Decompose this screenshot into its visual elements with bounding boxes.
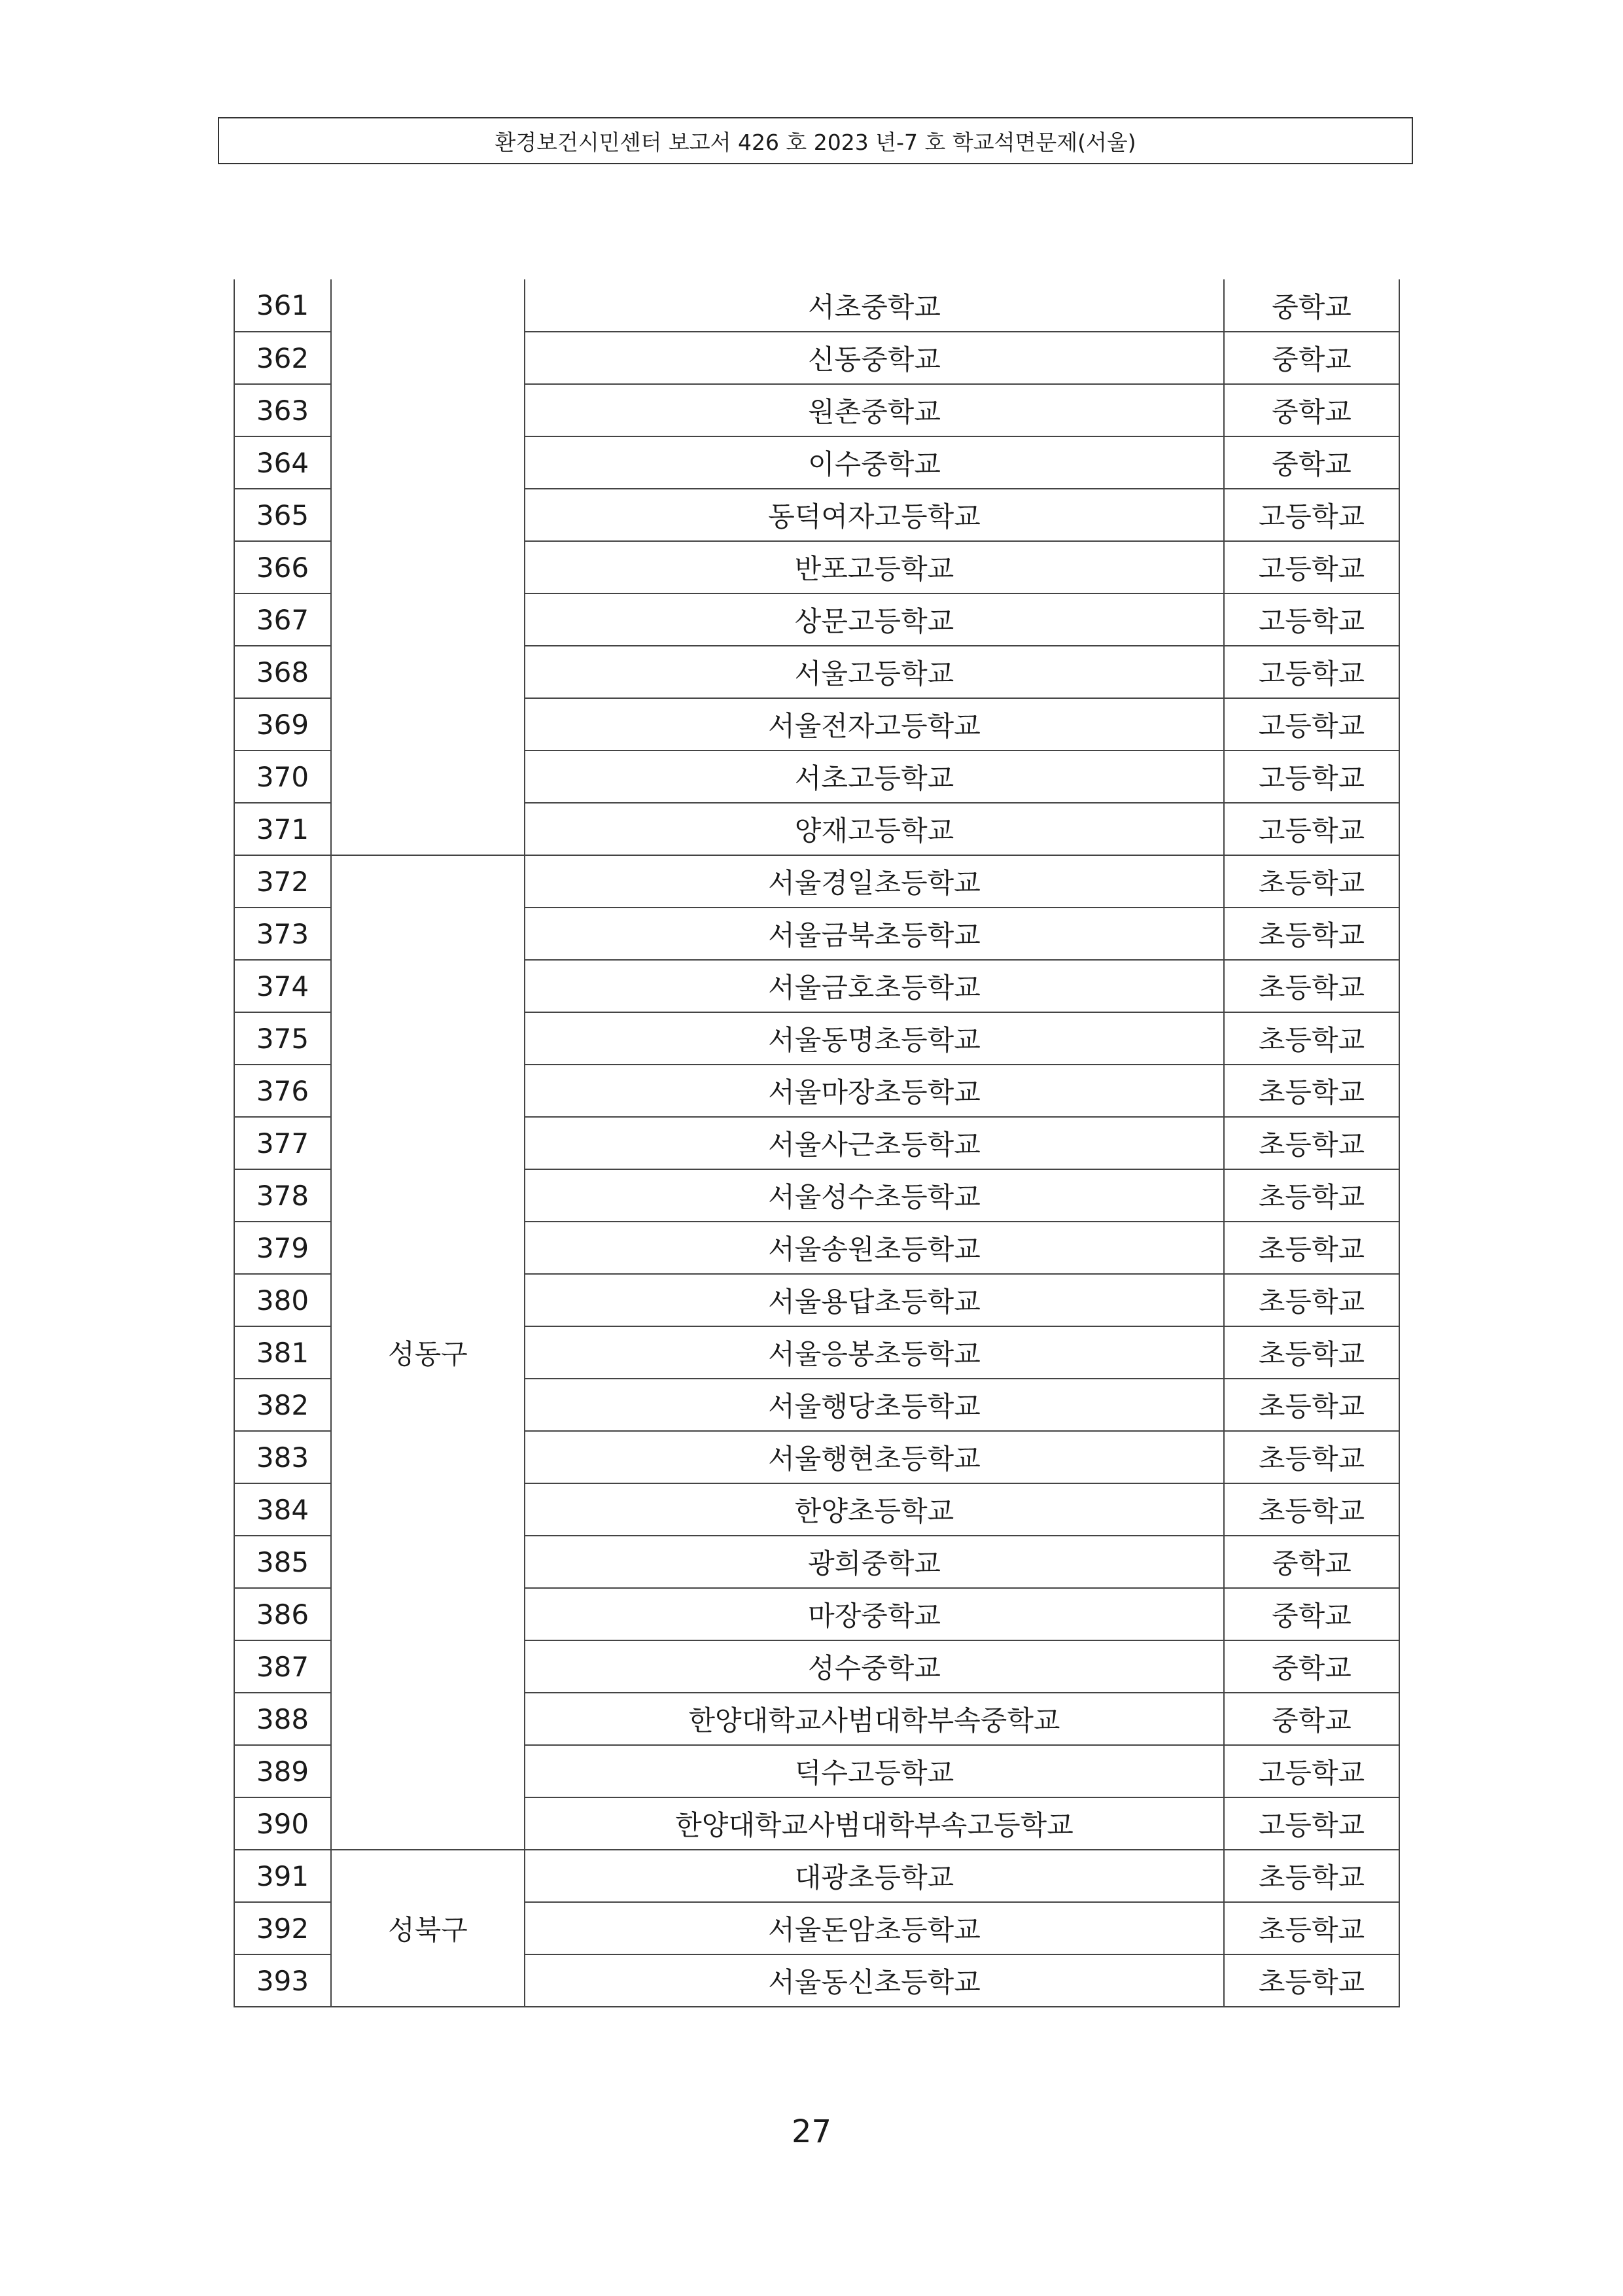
school-type-cell: 중학교 [1224,1640,1399,1693]
school-name-cell: 마장중학교 [525,1588,1224,1640]
row-number-cell: 379 [234,1222,331,1274]
school-name-cell: 서울전자고등학교 [525,698,1224,751]
school-name-cell: 이수중학교 [525,436,1224,489]
school-type-cell: 중학교 [1224,1536,1399,1588]
school-type-cell: 중학교 [1224,1693,1399,1745]
row-number-cell: 369 [234,698,331,751]
school-name-cell: 한양대학교사범대학부속중학교 [525,1693,1224,1745]
school-name-cell: 서울송원초등학교 [525,1222,1224,1274]
school-name-cell: 서울경일초등학교 [525,855,1224,908]
table-row [234,1850,1399,1902]
row-number-cell: 386 [234,1588,331,1640]
school-name-cell: 신동중학교 [525,332,1224,384]
school-name-cell: 서울금호초등학교 [525,960,1224,1012]
school-name-cell: 광희중학교 [525,1536,1224,1588]
school-type-cell: 중학교 [1224,384,1399,436]
row-number-cell: 370 [234,751,331,803]
row-number-cell: 384 [234,1483,331,1536]
school-type-cell: 고등학교 [1224,1797,1399,1850]
row-number-cell: 391 [234,1850,331,1902]
school-type-cell: 초등학교 [1224,1954,1399,2007]
school-name-cell: 대광초등학교 [525,1850,1224,1902]
row-number-cell: 390 [234,1797,331,1850]
row-number-cell: 368 [234,646,331,698]
school-name-cell: 서울응봉초등학교 [525,1326,1224,1379]
row-number-cell: 381 [234,1326,331,1379]
school-type-cell: 고등학교 [1224,803,1399,855]
school-type-cell: 고등학교 [1224,751,1399,803]
district-cell: 성동구 [331,855,525,1850]
row-number-cell: 376 [234,1065,331,1117]
row-number-cell: 362 [234,332,331,384]
school-type-cell: 중학교 [1224,1588,1399,1640]
school-name-cell: 양재고등학교 [525,803,1224,855]
school-name-cell: 서울고등학교 [525,646,1224,698]
row-number-cell: 377 [234,1117,331,1169]
row-number-cell: 371 [234,803,331,855]
school-type-cell: 고등학교 [1224,698,1399,751]
school-name-cell: 서울성수초등학교 [525,1169,1224,1222]
school-type-cell: 초등학교 [1224,1326,1399,1379]
school-type-cell: 고등학교 [1224,489,1399,541]
school-name-cell: 동덕여자고등학교 [525,489,1224,541]
school-table-body [234,279,1399,2007]
school-type-cell: 초등학교 [1224,1850,1399,1902]
school-name-cell: 서울금북초등학교 [525,908,1224,960]
school-name-cell: 서울용답초등학교 [525,1274,1224,1326]
school-type-cell: 중학교 [1224,332,1399,384]
school-type-cell: 고등학교 [1224,541,1399,593]
school-name-cell: 서초고등학교 [525,751,1224,803]
school-name-cell: 서울행현초등학교 [525,1431,1224,1483]
row-number-cell: 361 [234,279,331,332]
school-name-cell: 한양대학교사범대학부속고등학교 [525,1797,1224,1850]
school-name-cell: 서울돈암초등학교 [525,1902,1224,1954]
row-number-cell: 380 [234,1274,331,1326]
school-name-cell: 상문고등학교 [525,593,1224,646]
school-type-cell: 초등학교 [1224,960,1399,1012]
school-type-cell: 초등학교 [1224,1222,1399,1274]
school-type-cell: 초등학교 [1224,855,1399,908]
row-number-cell: 383 [234,1431,331,1483]
row-number-cell: 382 [234,1379,331,1431]
row-number-cell: 375 [234,1012,331,1065]
school-type-cell: 고등학교 [1224,646,1399,698]
school-type-cell: 초등학교 [1224,1065,1399,1117]
row-number-cell: 365 [234,489,331,541]
school-name-cell: 서울사근초등학교 [525,1117,1224,1169]
school-name-cell: 덕수고등학교 [525,1745,1224,1797]
school-name-cell: 서울행당초등학교 [525,1379,1224,1431]
school-type-cell: 초등학교 [1224,1274,1399,1326]
school-type-cell: 중학교 [1224,436,1399,489]
school-table [234,279,1400,2007]
row-number-cell: 388 [234,1693,331,1745]
school-name-cell: 성수중학교 [525,1640,1224,1693]
row-number-cell: 372 [234,855,331,908]
row-number-cell: 378 [234,1169,331,1222]
school-type-cell: 초등학교 [1224,1012,1399,1065]
row-number-cell: 389 [234,1745,331,1797]
page-number: 27 [791,2113,832,2150]
school-name-cell: 반포고등학교 [525,541,1224,593]
school-name-cell: 원촌중학교 [525,384,1224,436]
school-type-cell: 초등학교 [1224,1169,1399,1222]
district-cell [331,279,525,855]
table-row [234,279,1399,332]
district-cell: 성북구 [331,1850,525,2007]
report-header [218,117,1413,164]
school-type-cell: 초등학교 [1224,1431,1399,1483]
school-type-cell: 초등학교 [1224,1902,1399,1954]
row-number-cell: 387 [234,1640,331,1693]
school-type-cell: 고등학교 [1224,1745,1399,1797]
row-number-cell: 392 [234,1902,331,1954]
table-row [234,855,1399,908]
row-number-cell: 385 [234,1536,331,1588]
school-name-cell: 서울동신초등학교 [525,1954,1224,2007]
school-name-cell: 서초중학교 [525,279,1224,332]
school-type-cell: 초등학교 [1224,1117,1399,1169]
report-header-title: 환경보건시민센터 보고서 426 호 2023 년-7 호 학교석면문제(서울) [495,129,1136,155]
school-type-cell: 초등학교 [1224,1379,1399,1431]
school-name-cell: 서울마장초등학교 [525,1065,1224,1117]
school-name-cell: 한양초등학교 [525,1483,1224,1536]
school-type-cell: 중학교 [1224,279,1399,332]
row-number-cell: 366 [234,541,331,593]
school-name-cell: 서울동명초등학교 [525,1012,1224,1065]
row-number-cell: 373 [234,908,331,960]
school-type-cell: 고등학교 [1224,593,1399,646]
row-number-cell: 364 [234,436,331,489]
row-number-cell: 363 [234,384,331,436]
school-type-cell: 초등학교 [1224,1483,1399,1536]
row-number-cell: 367 [234,593,331,646]
row-number-cell: 374 [234,960,331,1012]
row-number-cell: 393 [234,1954,331,2007]
school-type-cell: 초등학교 [1224,908,1399,960]
